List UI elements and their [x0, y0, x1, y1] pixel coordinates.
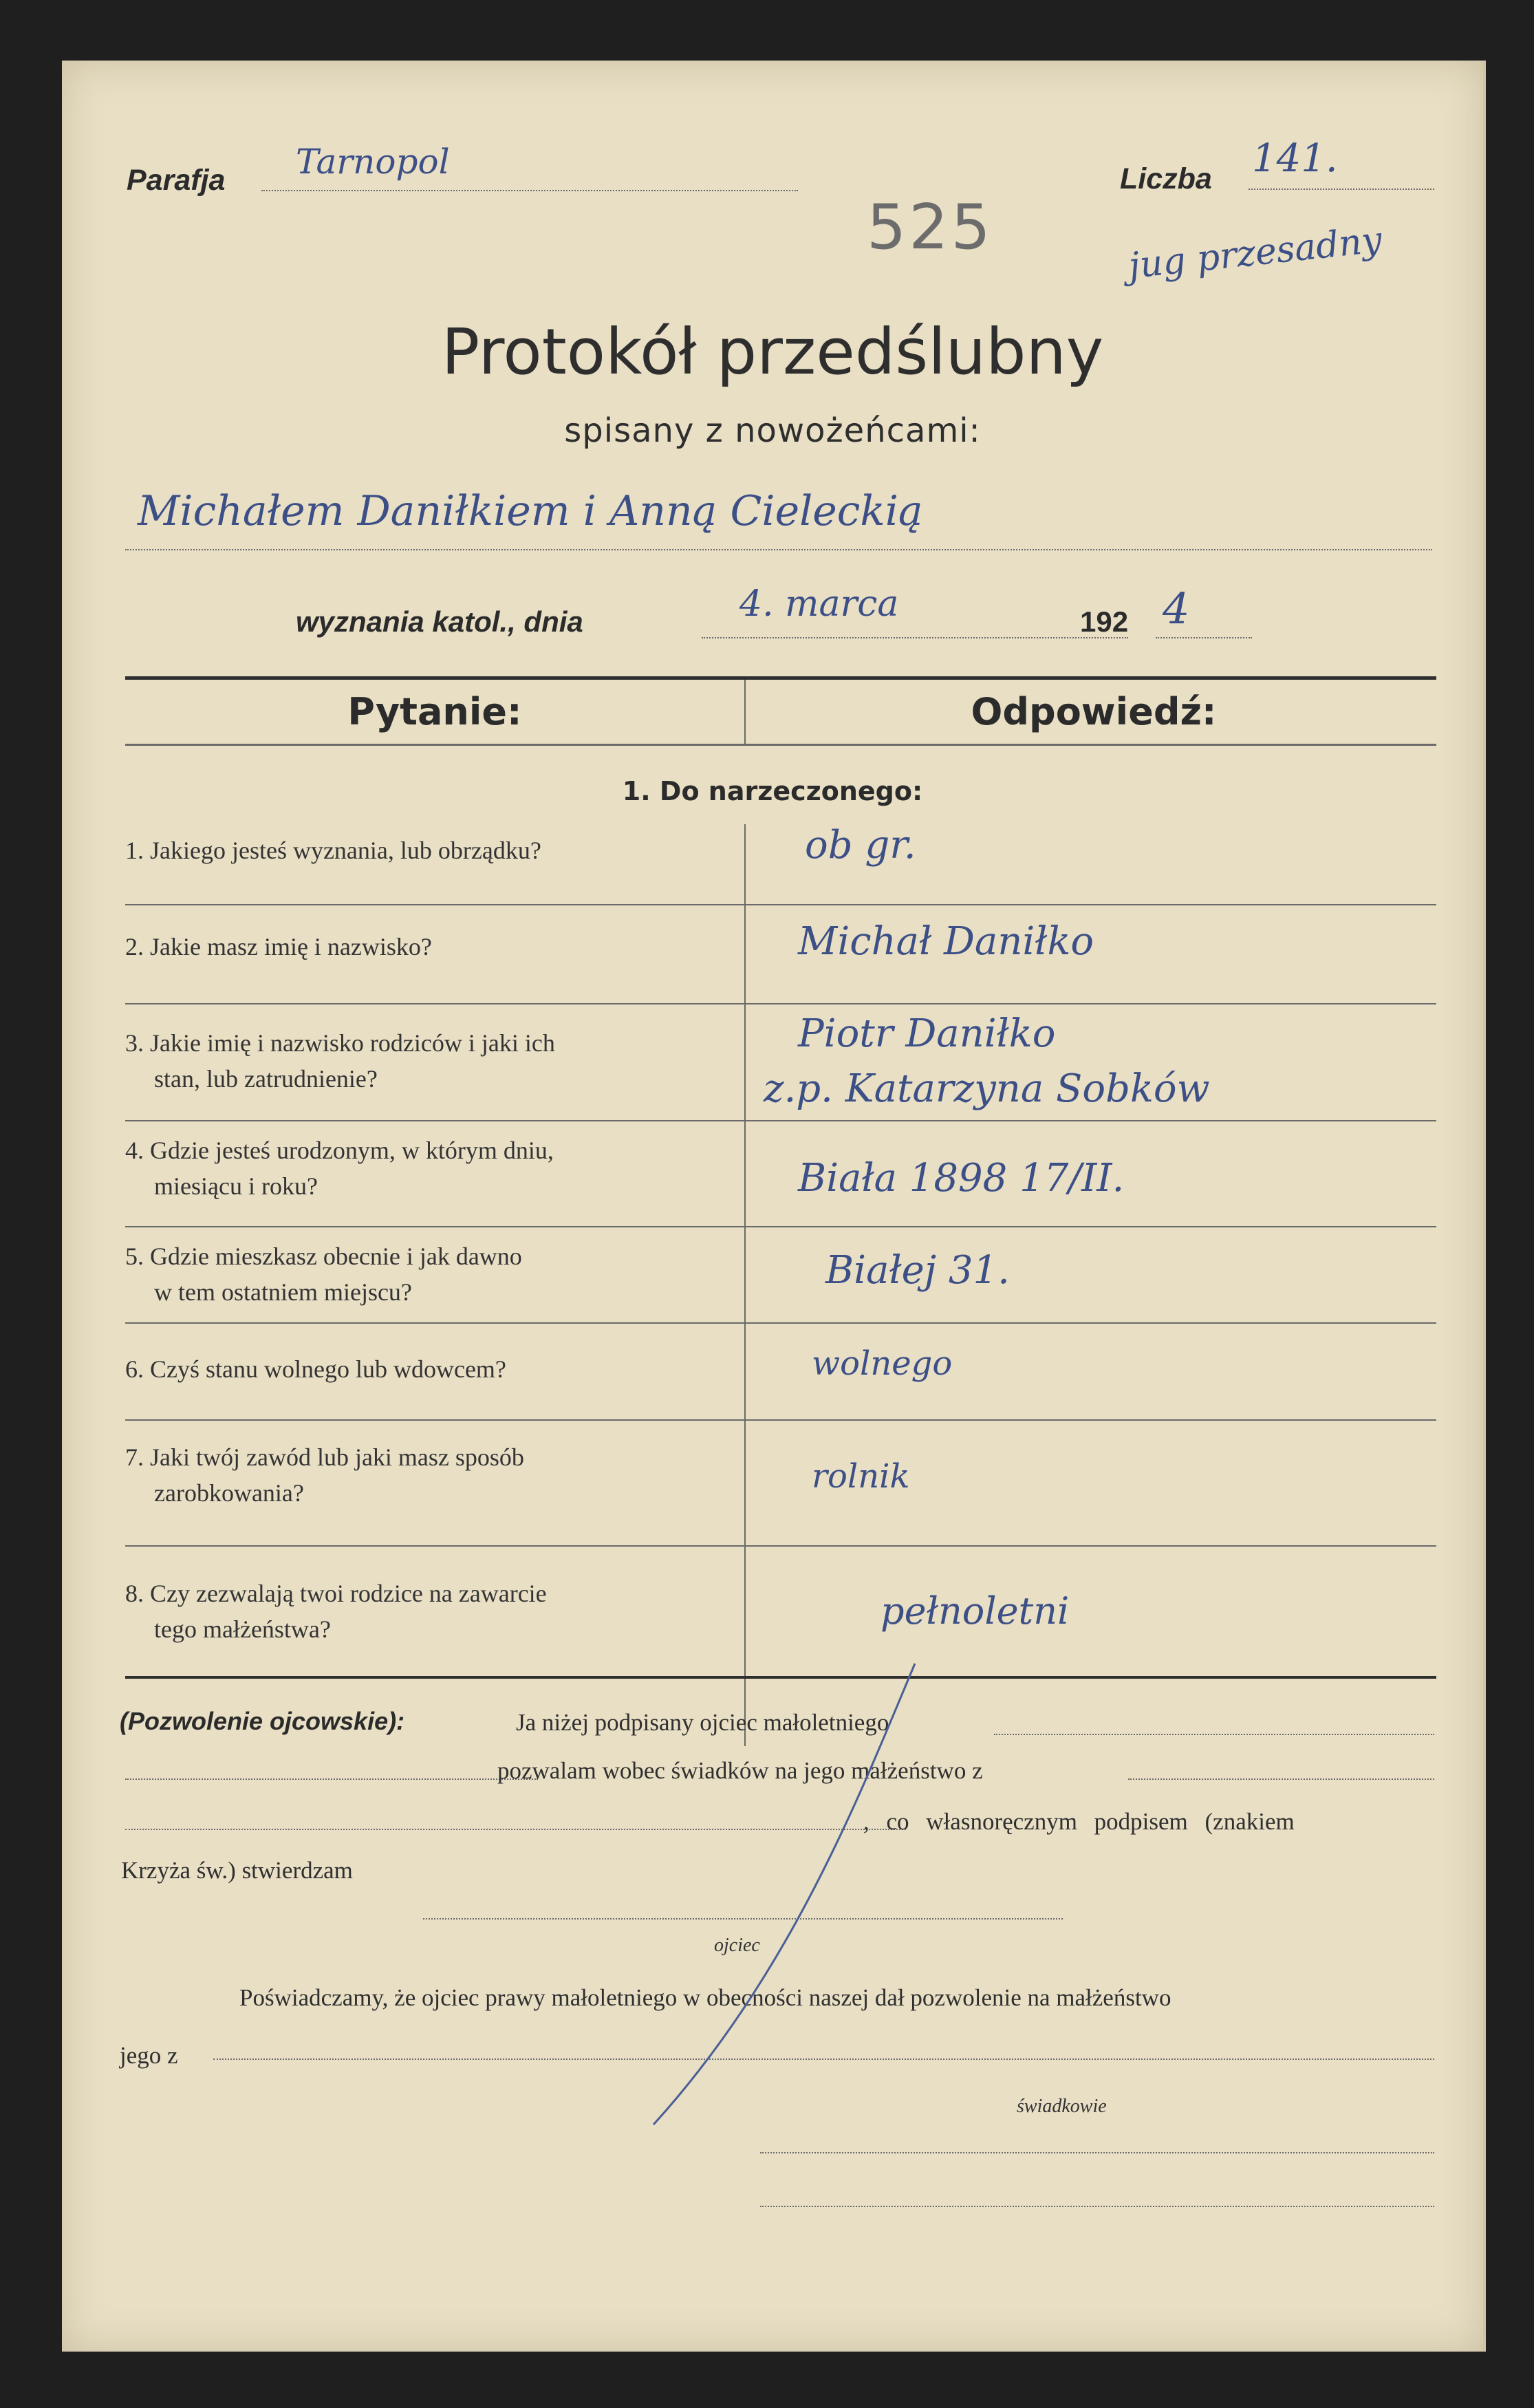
parish-label: Parafja — [127, 164, 226, 197]
pencil-number: 525 — [867, 191, 993, 264]
number-note: jug przesadny — [1126, 219, 1384, 288]
document-subtitle: spisany z nowożeńcami: — [564, 411, 981, 450]
date-label: wyznania katol., dnia — [296, 605, 583, 638]
parish-value: Tarnopol — [296, 142, 450, 182]
question-text: 4. Gdzie jesteś urodzonym, w którym dniu, — [125, 1137, 554, 1164]
column-header-answer: Odpowiedź: — [971, 690, 1217, 733]
couple-value: Michałem Daniłkiem i Anną Cieleckią — [138, 487, 923, 535]
permission-text-4: Krzyża św.) stwierdzam — [121, 1857, 353, 1884]
answer-7: rolnik — [812, 1457, 910, 1496]
year-suffix: 4 — [1163, 583, 1190, 634]
answer-8: pełnoletni — [881, 1589, 1070, 1633]
question-text: 5. Gdzie mieszkasz obecnie i jak dawno — [125, 1243, 522, 1270]
question-text: 1. Jakiego jesteś wyznania, lub obrządku? — [125, 837, 541, 864]
answer-1: ob gr. — [805, 823, 916, 868]
date-day-value: 4. marca — [739, 583, 899, 625]
section-heading: 1. Do narzeczonego: — [622, 776, 923, 806]
permission-text-6: jego z — [120, 2042, 178, 2069]
answer-4: Biała 1898 17/II. — [798, 1156, 1125, 1201]
question-text-continued: tego małżeństwa? — [154, 1615, 331, 1643]
permission-text-1: Ja niżej podpisany ojciec małoletniego — [516, 1709, 889, 1736]
question-text: 2. Jakie masz imię i nazwisko? — [125, 933, 432, 960]
question-text-continued: stan, lub zatrudnienie? — [154, 1065, 378, 1093]
question-text-continued: zarobkowania? — [154, 1479, 304, 1507]
question-text: 3. Jakie imię i nazwisko rodziców i jaki ich — [125, 1029, 555, 1057]
document-page — [62, 61, 1486, 2352]
number-label: Liczba — [1120, 162, 1212, 195]
father-caption: ojciec — [714, 1935, 760, 1956]
strike-through-stroke — [62, 61, 1483, 2352]
answer-3-line-2: z.p. Katarzyna Sobków — [764, 1066, 1210, 1111]
year-prefix: 192 — [1080, 605, 1129, 638]
question-text: 6. Czyś stanu wolnego lub wdowcem? — [125, 1355, 506, 1383]
witnesses-caption: świadkowie — [1017, 2096, 1107, 2117]
answer-2: Michał Daniłko — [798, 919, 1094, 964]
answer-6: wolnego — [812, 1344, 953, 1383]
answer-5: Białej 31. — [825, 1248, 1010, 1293]
question-text: 7. Jaki twój zawód lub jaki masz sposób — [125, 1443, 524, 1471]
permission-text-2: pozwalam wobec świadków na jego małżeństwo z — [497, 1757, 983, 1784]
answer-3-line-1: Piotr Daniłko — [798, 1011, 1056, 1056]
number-value: 141. — [1252, 136, 1338, 181]
permission-label: (Pozwolenie ojcowskie): — [120, 1707, 405, 1735]
question-text-continued: w tem ostatniem miejscu? — [154, 1278, 412, 1306]
question-text-continued: miesiącu i roku? — [154, 1172, 318, 1200]
document-title: Protokół przedślubny — [441, 315, 1104, 389]
column-header-question: Pytanie: — [347, 690, 522, 733]
permission-text-3: , co własnoręcznym podpisem (znakiem — [863, 1808, 1295, 1835]
question-text: 8. Czy zezwalają twoi rodzice na zawarcie — [125, 1580, 547, 1607]
permission-text-5: Poświadczamy, że ojciec prawy małoletniego w obecności naszej dał pozwolenie na małżeństwo — [239, 1984, 1171, 2011]
